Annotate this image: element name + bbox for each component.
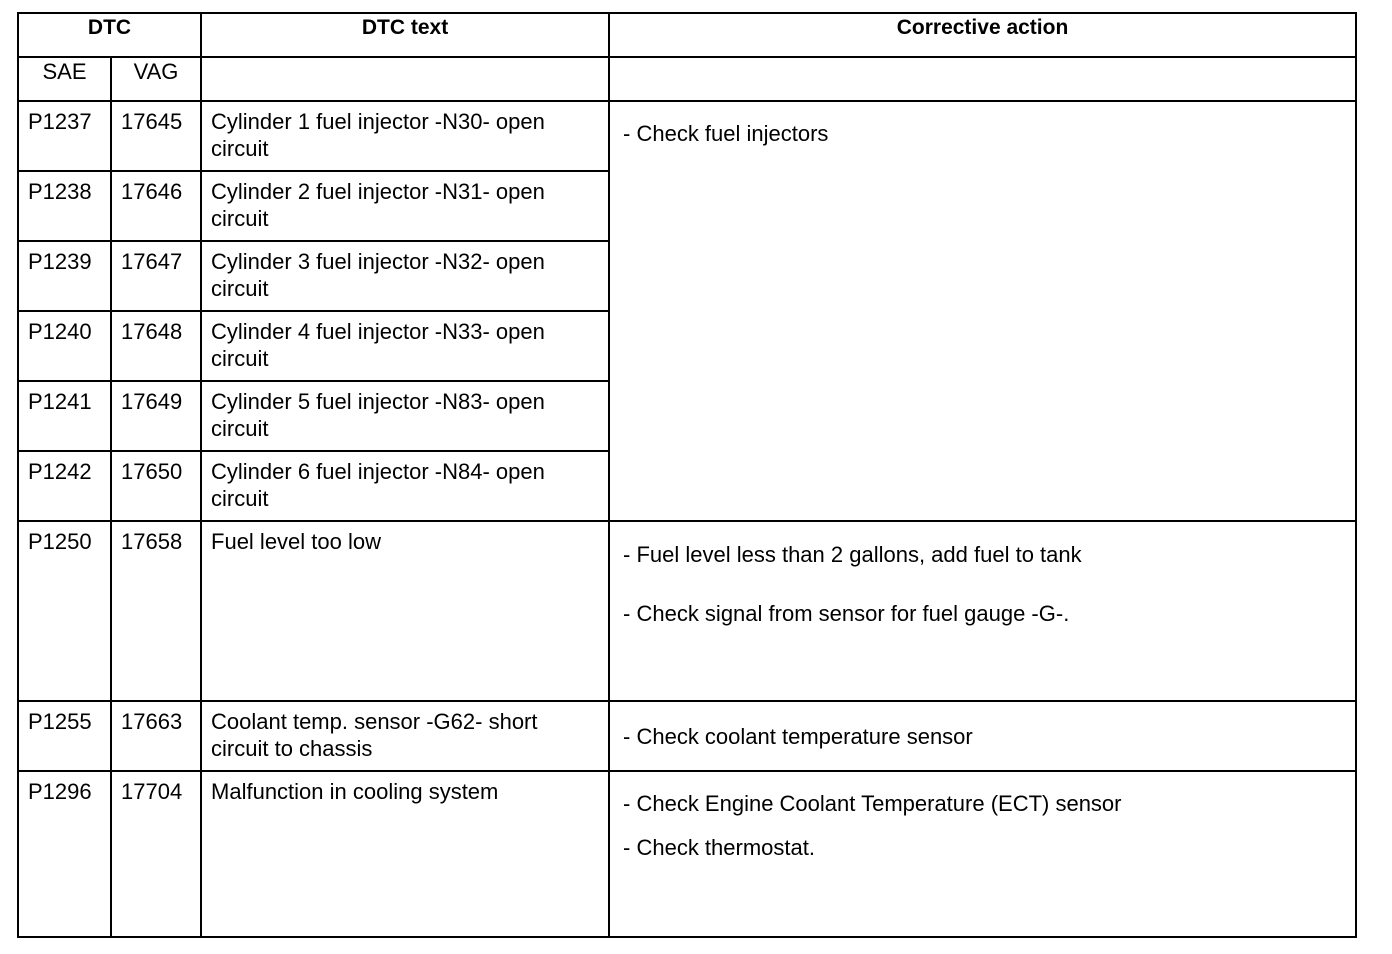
sae-code: P1238	[18, 171, 111, 241]
table-row	[18, 771, 1356, 937]
action-line: - Fuel level less than 2 gallons, add fuel to tank	[623, 542, 1082, 567]
vag-code: 17647	[111, 241, 201, 311]
action-line: - Check thermostat.	[623, 835, 815, 860]
header-dtc: DTC	[18, 13, 201, 57]
sae-code: P1241	[18, 381, 111, 451]
dtc-description: Cylinder 5 fuel injector -N83- open circuit	[201, 381, 609, 451]
dtc-description: Cylinder 2 fuel injector -N31- open circuit	[201, 171, 609, 241]
action-line: - Check Engine Coolant Temperature (ECT) sensor	[623, 791, 1122, 816]
vag-code: 17658	[111, 521, 201, 701]
vag-code: 17648	[111, 311, 201, 381]
sae-code: P1240	[18, 311, 111, 381]
action-line: - Check signal from sensor for fuel gauge -G-.	[623, 601, 1070, 626]
header-dtc-text: DTC text	[201, 13, 609, 57]
header-corrective-action: Corrective action	[609, 13, 1356, 57]
sae-code: P1239	[18, 241, 111, 311]
table-row	[18, 521, 1356, 701]
vag-code: 17663	[111, 701, 201, 771]
subheader-empty-text	[201, 57, 609, 101]
header-row	[18, 13, 1356, 57]
vag-code: 17704	[111, 771, 201, 937]
sae-code: P1255	[18, 701, 111, 771]
vag-code: 17650	[111, 451, 201, 521]
sae-code: P1250	[18, 521, 111, 701]
sae-code: P1242	[18, 451, 111, 521]
sae-code: P1237	[18, 101, 111, 171]
header-sae: SAE	[18, 57, 111, 101]
corrective-action-cooling-system	[609, 771, 1356, 937]
dtc-description: Malfunction in cooling system	[201, 771, 609, 937]
action-line: - Check fuel injectors	[623, 121, 829, 146]
corrective-action-fuel-level	[609, 521, 1356, 701]
dtc-table	[17, 12, 1357, 938]
table-row	[18, 701, 1356, 771]
header-vag: VAG	[111, 57, 201, 101]
vag-code: 17649	[111, 381, 201, 451]
dtc-description: Coolant temp. sensor -G62- short circuit to chassis	[201, 701, 609, 771]
dtc-description: Cylinder 6 fuel injector -N84- open circuit	[201, 451, 609, 521]
dtc-description: Cylinder 3 fuel injector -N32- open circuit	[201, 241, 609, 311]
dtc-description: Cylinder 4 fuel injector -N33- open circuit	[201, 311, 609, 381]
subheader-row	[18, 57, 1356, 101]
sae-code: P1296	[18, 771, 111, 937]
dtc-description: Cylinder 1 fuel injector -N30- open circuit	[201, 101, 609, 171]
dtc-description: Fuel level too low	[201, 521, 609, 701]
vag-code: 17646	[111, 171, 201, 241]
table-row	[18, 101, 1356, 171]
subheader-empty-action	[609, 57, 1356, 101]
corrective-action-coolant-sensor	[609, 701, 1356, 771]
vag-code: 17645	[111, 101, 201, 171]
corrective-action-injectors	[609, 101, 1356, 521]
action-line: - Check coolant temperature sensor	[623, 723, 973, 749]
